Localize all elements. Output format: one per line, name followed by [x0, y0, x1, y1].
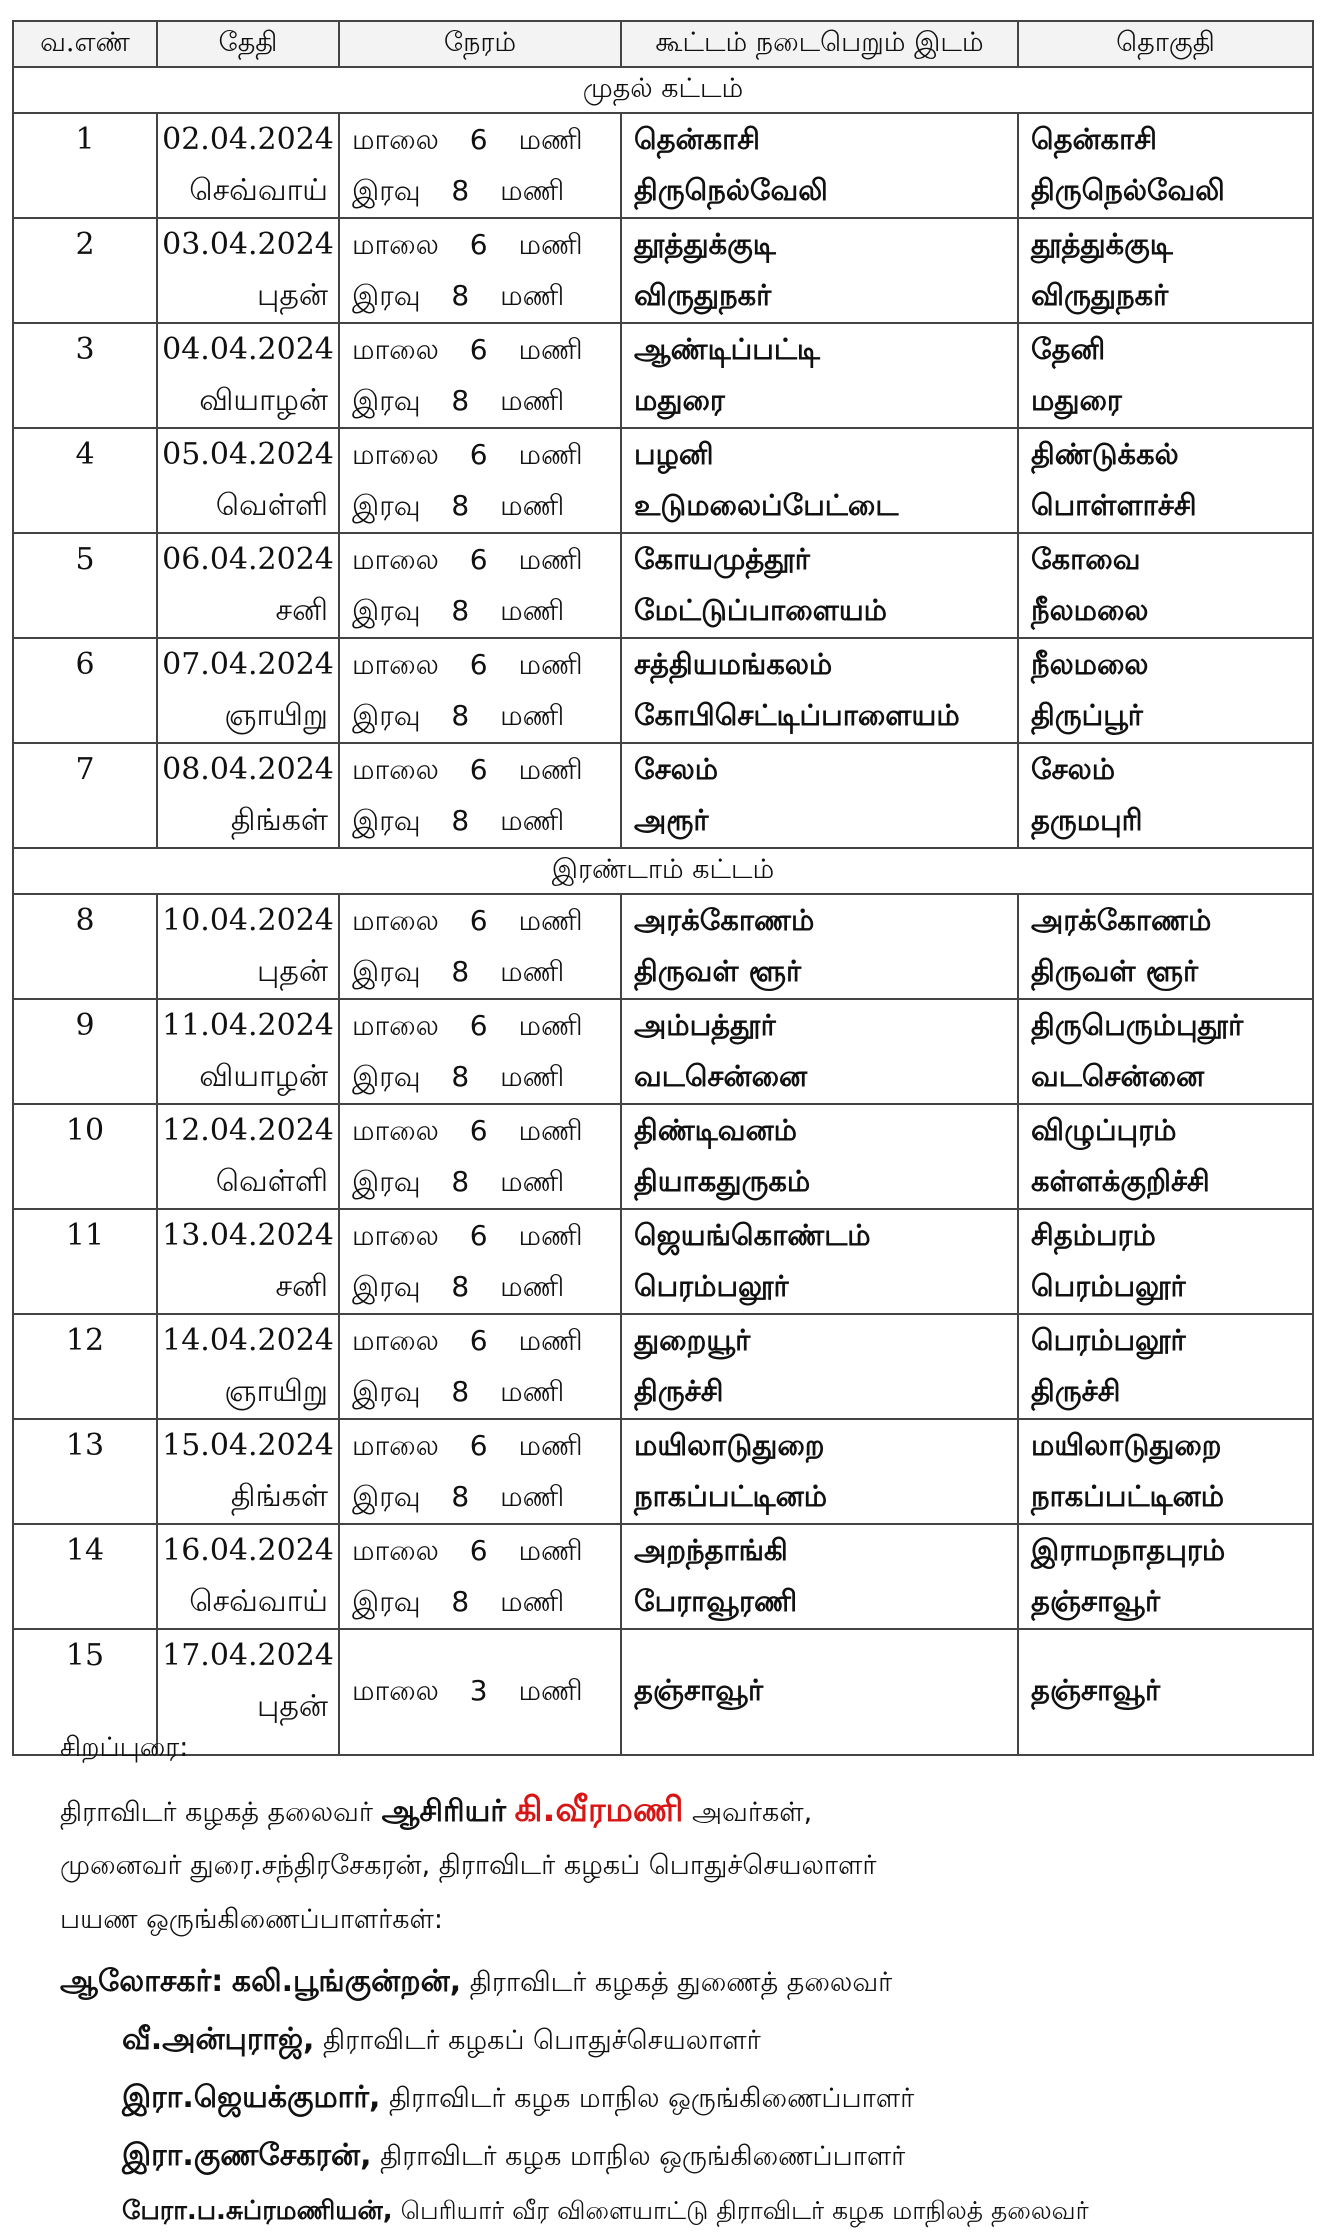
venue-2: விருதுநகர் [634, 278, 772, 312]
time-evening: மாலை 6 மணி [352, 1219, 583, 1252]
table-row [13, 323, 1313, 428]
time-evening: மாலை 6 மணி [352, 438, 583, 471]
venue-1: துறையூர் [634, 1323, 751, 1357]
table-row [13, 1524, 1313, 1629]
table-row [13, 218, 1313, 323]
time-evening: மாலை 6 மணி [352, 1114, 583, 1147]
coordinator-name: கலி.பூங்குன்றன், [231, 1964, 462, 1999]
time-night: இரவு 8 மணி [352, 1375, 565, 1408]
constituency-2: நீலமலை [1031, 593, 1149, 627]
coordinators-label: பயண ஒருங்கிணைப்பாளர்கள்: [60, 1904, 443, 1935]
table-header-row [13, 21, 1313, 67]
venue-1: சேலம் [634, 752, 719, 786]
venue-2: திருச்சி [634, 1374, 724, 1408]
speaker-name: கி.வீரமணி [514, 1790, 684, 1830]
day: திங்கள் [230, 1479, 328, 1514]
header-constituency: தொகுதி [1018, 21, 1313, 67]
venue-2: திருவள் ளூர் [634, 954, 802, 988]
time-evening: மாலை 6 மணி [352, 753, 583, 786]
coordinator-role: திராவிடர் கழக மாநில ஒருங்கிணைப்பாளர் [380, 2141, 906, 2172]
venue-1: திண்டிவனம் [634, 1113, 797, 1147]
serial-no: 4 [13, 428, 157, 533]
constituency-1: நீலமலை [1031, 647, 1149, 681]
time-night: இரவு 8 மணி [352, 1165, 565, 1198]
phase1-label: முதல் கட்டம் [13, 67, 1313, 113]
serial-no: 3 [13, 323, 157, 428]
coordinator-line [122, 2080, 914, 2119]
speaker-line [60, 1790, 812, 1834]
day: சனி [275, 593, 328, 628]
constituency-2: பெரம்பலூர் [1031, 1269, 1186, 1303]
time-afternoon: மாலை 3 மணி [352, 1673, 583, 1707]
date: 16.04.2024 [162, 1533, 334, 1568]
time-night: இரவு 8 மணி [352, 1585, 565, 1618]
serial-no: 1 [13, 113, 157, 218]
serial-no: 5 [13, 533, 157, 638]
coordinator-role: திராவிடர் கழகப் பொதுச்செயலாளர் [323, 2025, 761, 2056]
table-row [13, 999, 1313, 1104]
coordinator-name: வீ.அன்புராஜ், [122, 2022, 315, 2057]
constituency-1: மயிலாடுதுறை [1031, 1428, 1222, 1462]
venue-2: நாகப்பட்டினம் [634, 1479, 828, 1513]
serial-no: 15 [13, 1629, 157, 1755]
table-row [13, 1314, 1313, 1419]
constituency-2: விருதுநகர் [1031, 278, 1169, 312]
constituency-2: நாகப்பட்டினம் [1031, 1479, 1225, 1513]
constituency-1: விழுப்புரம் [1031, 1113, 1177, 1147]
venue-1: ஜெயங்கொண்டம் [634, 1218, 871, 1252]
time-night: இரவு 8 மணி [352, 1270, 565, 1303]
serial-no: 12 [13, 1314, 157, 1419]
constituency-2: திருவள் ளூர் [1031, 954, 1199, 988]
time-evening: மாலை 6 மணி [352, 333, 583, 366]
venue-2: பேராவூரணி [634, 1584, 798, 1618]
phase2-label: இரண்டாம் கட்டம் [13, 848, 1313, 894]
constituency-2: வடசென்னை [1031, 1059, 1205, 1093]
header-date: தேதி [157, 21, 339, 67]
header-venue: கூட்டம் நடைபெறும் இடம் [621, 21, 1018, 67]
schedule-table [12, 20, 1314, 1756]
date: 06.04.2024 [162, 542, 334, 577]
table-row [13, 1104, 1313, 1209]
venue-2: மதுரை [634, 383, 725, 417]
date: 05.04.2024 [162, 437, 334, 472]
table-row-last [13, 1629, 1313, 1755]
time-night: இரவு 8 மணி [352, 174, 565, 207]
time-evening: மாலை 6 மணி [352, 1429, 583, 1462]
header-serial-no: வ.எண் [13, 21, 157, 67]
phase2-row [13, 848, 1313, 894]
constituency-1: இராமநாதபுரம் [1031, 1533, 1226, 1567]
table-row [13, 894, 1313, 999]
venue-2: பெரம்பலூர் [634, 1269, 789, 1303]
constituency-2: திருநெல்வேலி [1031, 173, 1225, 207]
table-row [13, 1209, 1313, 1314]
advisor-label: ஆலோசகர்: [60, 1964, 224, 1999]
constituency-1: சிதம்பரம் [1031, 1218, 1156, 1252]
venue-2: உடுமலைப்பேட்டை [634, 488, 899, 522]
day: செவ்வாய் [189, 173, 328, 208]
serial-no: 9 [13, 999, 157, 1104]
time-night: இரவு 8 மணி [352, 699, 565, 732]
constituency-1: அரக்கோணம் [1031, 903, 1212, 937]
constituency-2: பொள்ளாச்சி [1031, 488, 1197, 522]
constituency-2: தஞ்சாவூர் [1031, 1584, 1161, 1618]
time-night: இரவு 8 மணி [352, 594, 565, 627]
day: புதன் [257, 954, 328, 989]
day: செவ்வாய் [189, 1584, 328, 1619]
venue-1: ஆண்டிப்பட்டி [634, 332, 820, 366]
coordinator-line [122, 2022, 761, 2061]
venue-1: சத்தியமங்கலம் [634, 647, 833, 681]
venue-2: அரூர் [634, 803, 709, 837]
constituency-2: திருப்பூர் [1031, 698, 1143, 732]
venue-2: திருநெல்வேலி [634, 173, 828, 207]
time-evening: மாலை 6 மணி [352, 904, 583, 937]
time-evening: மாலை 6 மணி [352, 1009, 583, 1042]
coordinator-name: பேரா.ப.சுப்ரமணியன், [122, 2196, 393, 2226]
constituency-1: தேனி [1031, 332, 1106, 366]
time-night: இரவு 8 மணி [352, 1060, 565, 1093]
date: 12.04.2024 [162, 1113, 334, 1148]
date: 14.04.2024 [162, 1323, 334, 1358]
serial-no: 10 [13, 1104, 157, 1209]
venue-1: தென்காசி [634, 122, 760, 156]
coordinator-role: திராவிடர் கழகத் துணைத் தலைவர் [469, 1967, 893, 1998]
date: 11.04.2024 [162, 1008, 334, 1043]
serial-no: 2 [13, 218, 157, 323]
day: சனி [275, 1269, 328, 1304]
table-row [13, 428, 1313, 533]
second-speaker-line: முனைவர் துரை.சந்திரசேகரன், திராவிடர் கழகப் பொதுச்செயலாளர் [60, 1850, 877, 1881]
coordinator-line [60, 1964, 892, 2003]
day: திங்கள் [230, 803, 328, 838]
coordinator-name: இரா.ஜெயக்குமார், [122, 2080, 381, 2115]
time-night: இரவு 8 மணி [352, 384, 565, 417]
venue-1: அறந்தாங்கி [634, 1533, 788, 1567]
venue-2: மேட்டுப்பாளையம் [634, 593, 888, 627]
venue-1: பழனி [634, 437, 714, 471]
venue-2: வடசென்னை [634, 1059, 808, 1093]
time-night: இரவு 8 மணி [352, 1480, 565, 1513]
day: ஞாயிறு [224, 698, 328, 733]
venue-1: கோயமுத்தூர் [634, 542, 810, 576]
venue-1: அரக்கோணம் [634, 903, 815, 937]
constituency-1: தென்காசி [1031, 122, 1157, 156]
coordinator-role: பெரியார் வீர விளையாட்டு திராவிடர் கழக மாநிலத் தலைவர் [400, 2196, 1089, 2225]
constituency-2: கள்ளக்குறிச்சி [1031, 1164, 1210, 1198]
time-night: இரவு 8 மணி [352, 489, 565, 522]
day: வெள்ளி [215, 1164, 328, 1199]
constituency-2: தருமபுரி [1031, 803, 1143, 837]
date: 17.04.2024 [162, 1638, 334, 1673]
time-night: இரவு 8 மணி [352, 955, 565, 988]
coordinator-line [122, 2138, 905, 2177]
day: வெள்ளி [215, 488, 328, 523]
date: 03.04.2024 [162, 227, 334, 262]
serial-no: 7 [13, 743, 157, 848]
constituency-2: திருச்சி [1031, 1374, 1121, 1408]
constituency-1: கோவை [1031, 542, 1141, 576]
constituency-1: பெரம்பலூர் [1031, 1323, 1186, 1357]
time-evening: மாலை 6 மணி [352, 1534, 583, 1567]
date: 02.04.2024 [162, 122, 334, 157]
serial-no: 6 [13, 638, 157, 743]
day: ஞாயிறு [224, 1374, 328, 1409]
table-row [13, 113, 1313, 218]
day: வியாழன் [199, 383, 328, 418]
time-evening: மாலை 6 மணி [352, 648, 583, 681]
time-evening: மாலை 6 மணி [352, 1324, 583, 1357]
serial-no: 8 [13, 894, 157, 999]
venue-2: கோபிசெட்டிப்பாளையம் [634, 698, 960, 732]
serial-no: 13 [13, 1419, 157, 1524]
constituency-2: மதுரை [1031, 383, 1122, 417]
table-row [13, 743, 1313, 848]
coordinator-name: இரா.குணசேகரன், [122, 2138, 372, 2173]
date: 08.04.2024 [162, 752, 334, 787]
serial-no: 14 [13, 1524, 157, 1629]
table-row [13, 638, 1313, 743]
date: 10.04.2024 [162, 903, 334, 938]
day: வியாழன் [199, 1059, 328, 1094]
table-row [13, 1419, 1313, 1524]
time-evening: மாலை 6 மணி [352, 123, 583, 156]
time-night: இரவு 8 மணி [352, 279, 565, 312]
day: புதன் [257, 1689, 328, 1724]
constituency-1: திருபெரும்புதூர் [1031, 1008, 1244, 1042]
constituency-1: தூத்துக்குடி [1031, 227, 1173, 261]
phase1-row [13, 67, 1313, 113]
constituency-1: சேலம் [1031, 752, 1116, 786]
speaker-suffix: அவர்கள், [692, 1797, 813, 1828]
coordinator-line [122, 2196, 1089, 2229]
venue-1: தூத்துக்குடி [634, 227, 776, 261]
table-row [13, 533, 1313, 638]
venue-2: தியாகதுருகம் [634, 1164, 811, 1198]
venue-1: மயிலாடுதுறை [634, 1428, 825, 1462]
date: 04.04.2024 [162, 332, 334, 367]
constituency: தஞ்சாவூர் [1031, 1673, 1161, 1707]
special-address-label: சிறப்புரை: [60, 1732, 189, 1763]
coordinator-role: திராவிடர் கழக மாநில ஒருங்கிணைப்பாளர் [389, 2083, 915, 2114]
date: 13.04.2024 [162, 1218, 334, 1253]
date: 15.04.2024 [162, 1428, 334, 1463]
date: 07.04.2024 [162, 647, 334, 682]
day: புதன் [257, 278, 328, 313]
serial-no: 11 [13, 1209, 157, 1314]
speaker-prefix: திராவிடர் கழகத் தலைவர் [60, 1797, 374, 1828]
time-night: இரவு 8 மணி [352, 804, 565, 837]
speaker-title: ஆசிரியர் [381, 1794, 507, 1829]
header-time: நேரம் [339, 21, 621, 67]
constituency-1: திண்டுக்கல் [1031, 437, 1179, 471]
venue-1: அம்பத்தூர் [634, 1008, 776, 1042]
time-evening: மாலை 6 மணி [352, 543, 583, 576]
time-evening: மாலை 6 மணி [352, 228, 583, 261]
venue: தஞ்சாவூர் [634, 1673, 764, 1707]
